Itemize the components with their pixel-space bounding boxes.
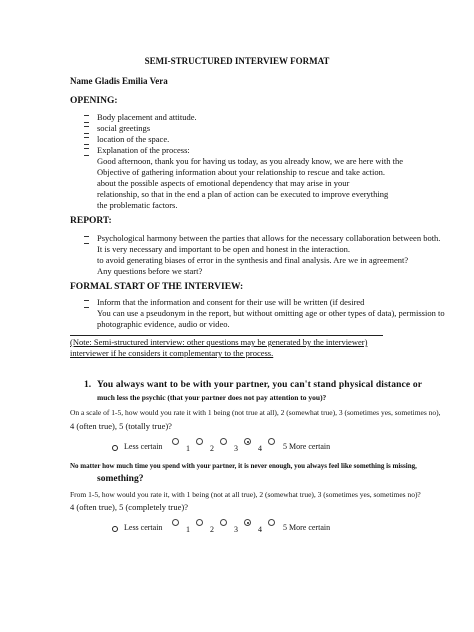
list-box-icon <box>84 148 89 156</box>
rating-number: 4 <box>258 525 262 534</box>
rating-radio-3[interactable] <box>220 438 227 445</box>
opening-item: Body placement and attitude. <box>97 112 197 122</box>
formal-start-heading: FORMAL START OF THE INTERVIEW: <box>70 282 244 292</box>
rating-number: 1 <box>186 525 190 534</box>
question-2-scale-2: 4 (often true), 5 (completely true)? <box>70 502 189 512</box>
report-heading: REPORT: <box>70 216 112 226</box>
formal-line: Inform that the information and consent for their use will be written (if desired <box>97 297 365 307</box>
divider <box>70 335 383 336</box>
more-certain-label: 5 More certain <box>283 523 331 532</box>
report-line: Psychological harmony between the parties that allows for the necessary collaboration between both. <box>97 233 441 243</box>
rating-number: 3 <box>234 525 238 534</box>
explanation-line: the problematic factors. <box>97 200 178 210</box>
explanation-line: Good afternoon, thank you for having us today, as you already know, we are here with the <box>97 156 403 166</box>
question-2-scale: From 1-5, how would you rate it, with 1 being (not at all true), 2 (somewhat true), 3 (sometimes yes, sometimes no)? <box>70 490 421 499</box>
rating-number: 2 <box>210 525 214 534</box>
question-number: 1. <box>84 380 92 390</box>
rating-radio-1[interactable] <box>172 519 179 526</box>
explanation-line: Objective of gathering information about your relationship to rescue and take action. <box>97 167 385 177</box>
rating-radio-3[interactable] <box>220 519 227 526</box>
rating-number: 2 <box>210 444 214 453</box>
rating-radio-5[interactable] <box>268 519 275 526</box>
question-1-scale-2: 4 (often true), 5 (totally true)? <box>70 421 172 431</box>
opening-item: location of the space. <box>97 134 170 144</box>
explanation-line: relationship, so that in the end a plan of action can be executed to improve everything <box>97 189 389 199</box>
question-2-line-2: something? <box>97 474 144 484</box>
rating-number: 4 <box>258 444 262 453</box>
interviewee-name: Name Gladis Emilia Vera <box>70 76 168 86</box>
opening-item: Explanation of the process: <box>97 145 190 155</box>
opening-heading: OPENING: <box>70 96 118 106</box>
opening-item: social greetings <box>97 123 151 133</box>
rating-radio-4[interactable] <box>244 438 251 445</box>
less-certain-label: Less certain <box>124 523 163 532</box>
less-certain-label: Less certain <box>124 442 163 451</box>
list-box-icon <box>84 236 89 244</box>
bullet-icon <box>112 526 118 532</box>
report-line: Any questions before we start? <box>97 266 203 276</box>
rating-radio-1[interactable] <box>172 438 179 445</box>
rating-radio-2[interactable] <box>196 438 203 445</box>
list-box-icon <box>84 300 89 308</box>
more-certain-label: 5 More certain <box>283 442 331 451</box>
report-line: It is very necessary and important to be open and honest in the interaction. <box>97 244 351 254</box>
formal-line: You can use a pseudonym in the report, but without omitting age or other types of data), permission to <box>97 308 445 318</box>
bullet-icon <box>112 445 118 451</box>
question-1-scale: On a scale of 1-5, how would you rate it with 1 being (not true at all), 2 (somewhat true), 3 (sometimes yes, sometimes no), <box>70 408 441 417</box>
note-line-1: (Note: Semi-structured interview: other questions may be generated by the interviewer) <box>70 337 368 347</box>
document-title: SEMI-STRUCTURED INTERVIEW FORMAT <box>144 56 330 66</box>
question-2-line-1: No matter how much time you spend with your partner, it is never enough, you always feel like something is missing, <box>70 462 417 470</box>
formal-line: photographic evidence, audio or video. <box>97 319 230 329</box>
explanation-line: about the possible aspects of emotional dependency that may arise in your <box>97 178 350 188</box>
question-1-line-2: much less the psychic (that your partner does not pay attention to you)? <box>97 393 327 402</box>
rating-radio-4[interactable] <box>244 519 251 526</box>
note-line-2: interviewer if he considers it complementary to the process. <box>70 348 274 358</box>
report-line: to avoid generating biases of error in the synthesis and final analysis. Are we in agreement? <box>97 255 409 265</box>
list-box-icon <box>84 137 89 145</box>
list-box-icon <box>84 126 89 134</box>
list-box-icon <box>84 115 89 123</box>
question-1-line-1: You always want to be with your partner, you can't stand physical distance or <box>97 380 423 390</box>
rating-number: 1 <box>186 444 190 453</box>
rating-number: 3 <box>234 444 238 453</box>
rating-radio-2[interactable] <box>196 519 203 526</box>
rating-radio-5[interactable] <box>268 438 275 445</box>
